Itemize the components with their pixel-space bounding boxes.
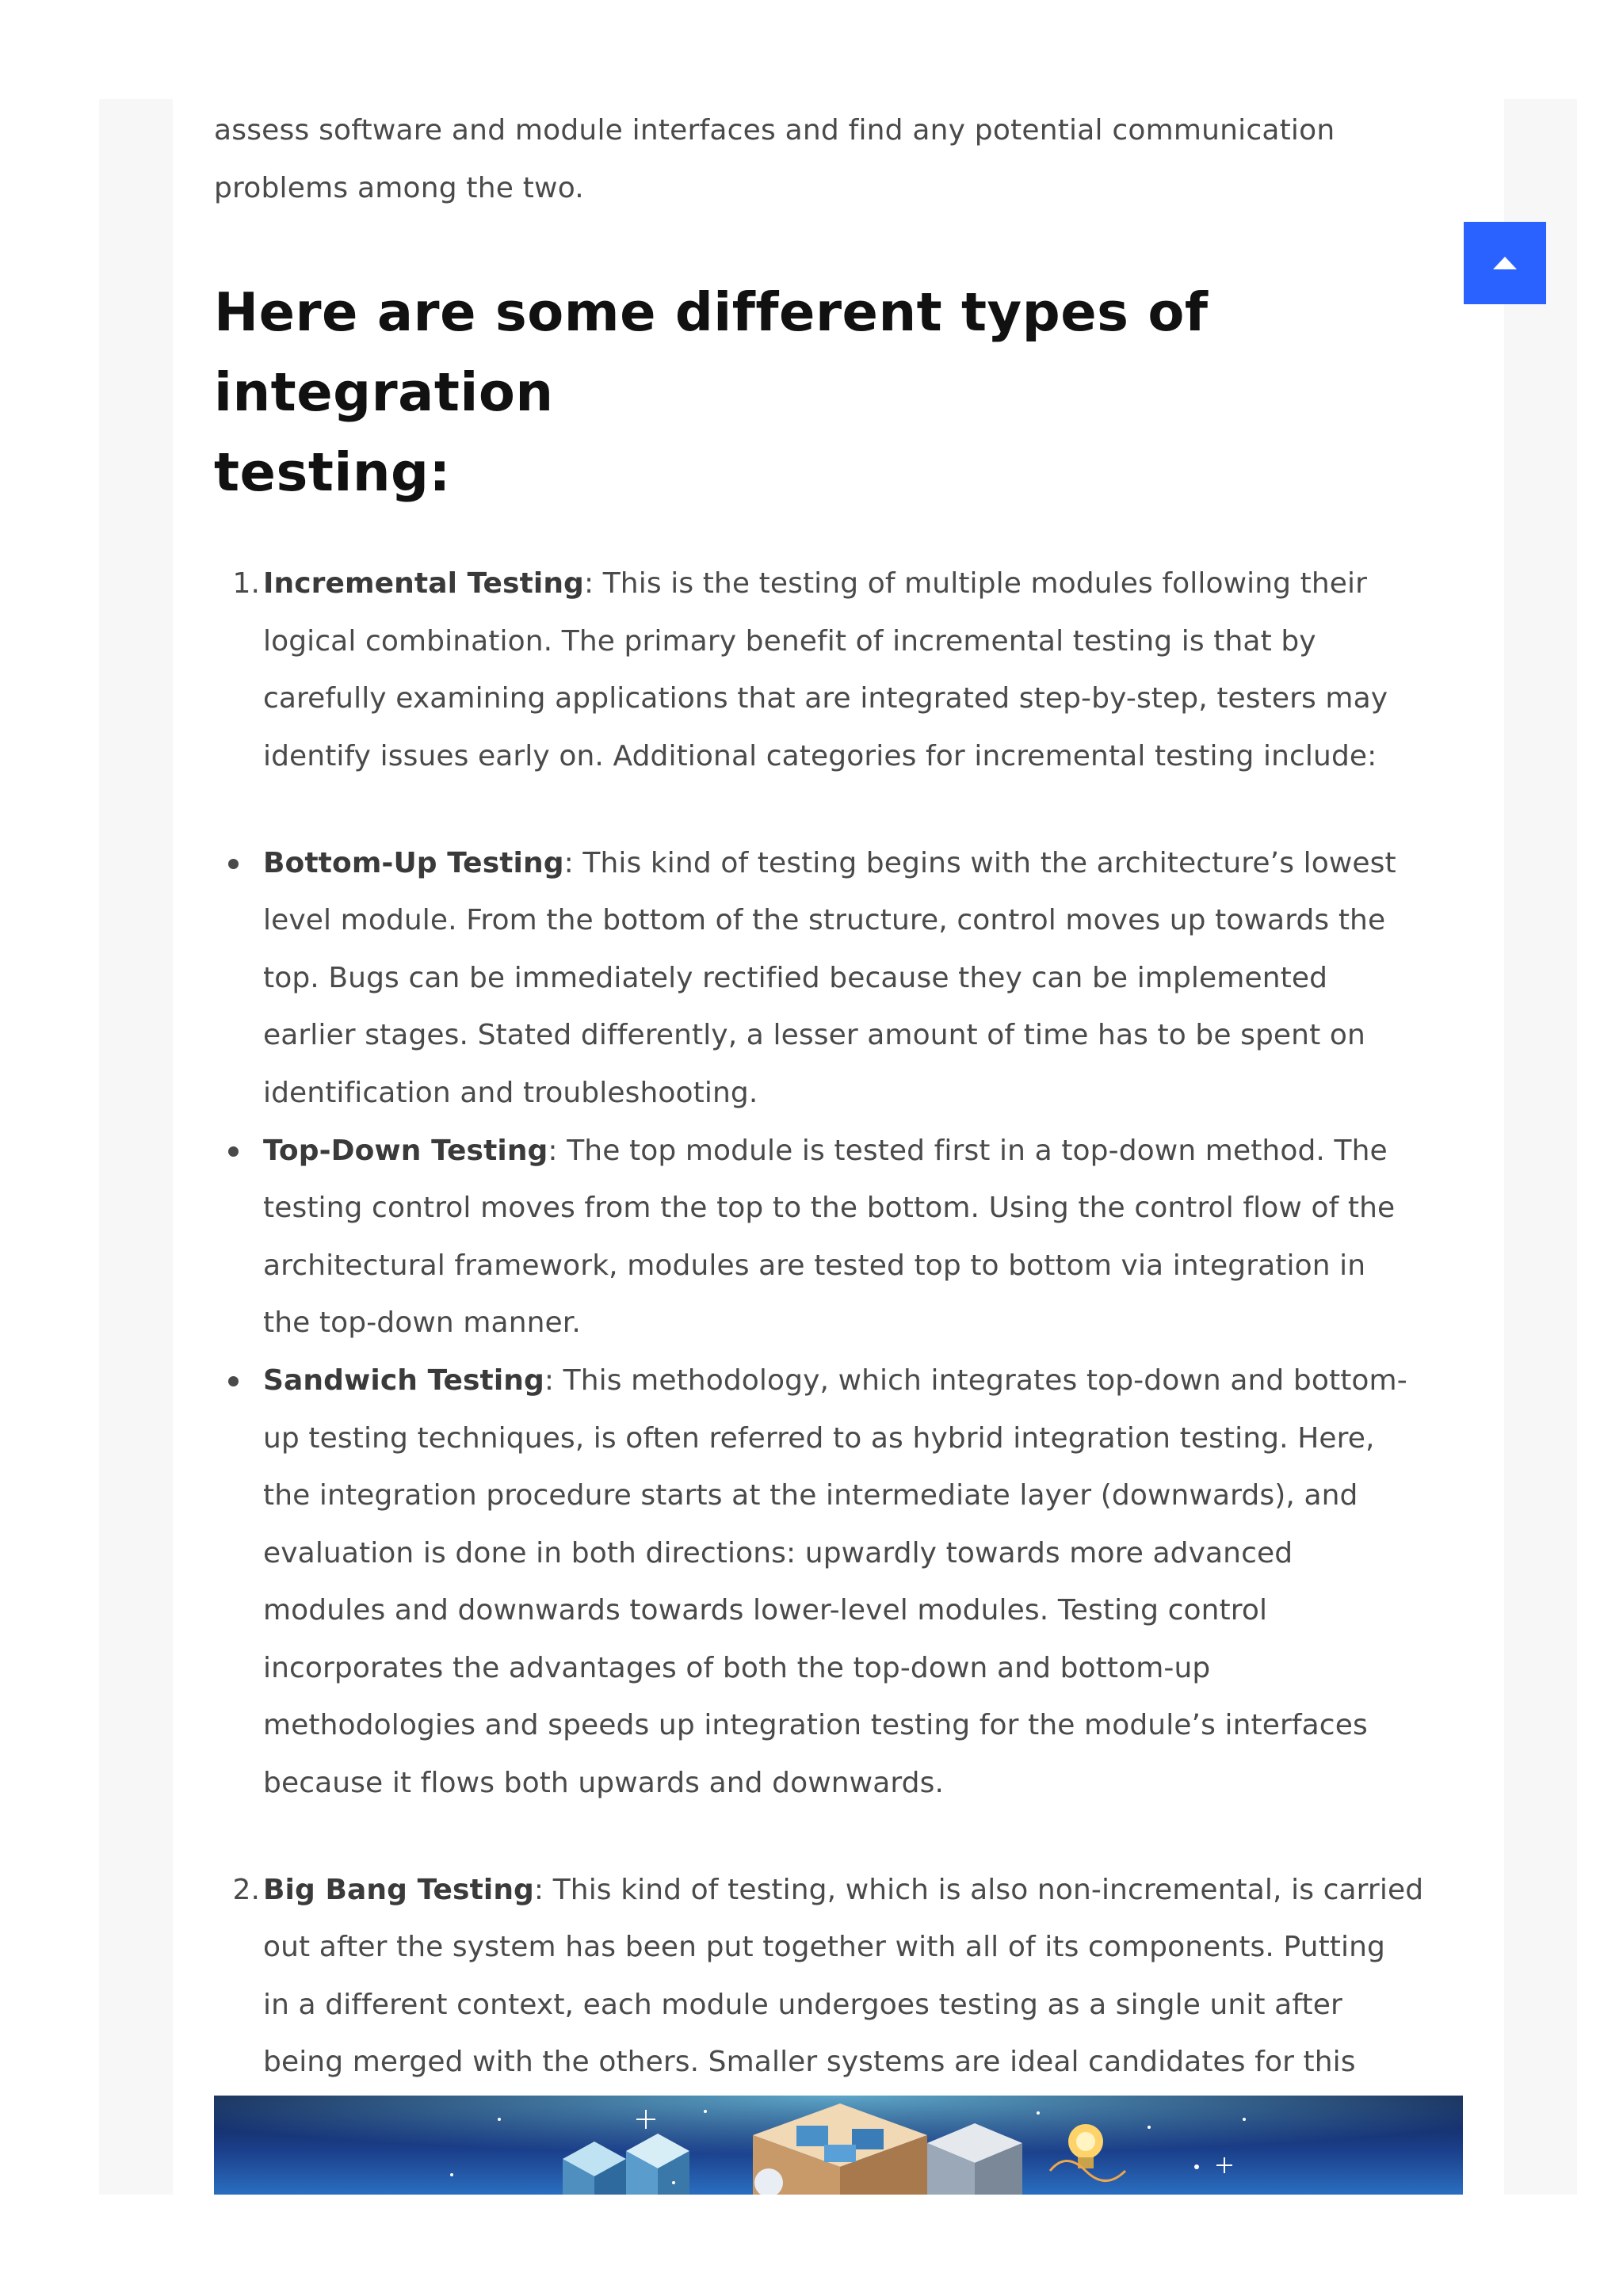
caret-up-icon [1491, 254, 1519, 272]
article-body [214, 99, 1474, 2149]
item-text: carefully examining applications that are integrated step-by-step, testers may [263, 682, 1388, 715]
intro-line: problems among the two. [214, 171, 584, 204]
heading-line: testing: [214, 441, 451, 504]
intro-paragraph [214, 99, 1474, 217]
item-text: in a different context, each module undergoes testing as a single unit after [263, 1988, 1342, 2021]
item-text: : This kind of testing, which is also non-incremental, is carried [533, 1873, 1424, 1906]
item-text: methodologies and speeds up integration testing for the module’s interfaces [263, 1709, 1368, 1742]
item-title: Sandwich Testing [263, 1363, 544, 1397]
item-text: modules and downwards towards lower-level modules. Testing control [263, 1594, 1268, 1627]
item-text: identify issues early on. Additional categories for incremental testing include: [263, 739, 1377, 772]
list-item-sandwich-testing [214, 1352, 1474, 1813]
item-text: : This kind of testing begins with the architecture’s lowest [563, 846, 1396, 879]
item-text: : This methodology, which integrates top-down and bottom- [544, 1363, 1407, 1397]
integration-types-list [214, 555, 1474, 2149]
item-title: Big Bang Testing [263, 1873, 534, 1906]
list-number: 2. [232, 1873, 260, 1906]
item-text: top. Bugs can be immediately rectified because they can be implemented [263, 961, 1328, 994]
item-text: earlier stages. Stated differently, a lesser amount of time has to be spent on [263, 1019, 1365, 1052]
article-hero-image [214, 2096, 1463, 2195]
item-title: Top-Down Testing [263, 1134, 548, 1167]
item-title: Bottom-Up Testing [263, 846, 564, 879]
list-item-bottom-up-testing [214, 835, 1474, 1123]
bullet-dot [228, 859, 239, 869]
item-text: testing control moves from the top to the bottom. Using the control flow of the [263, 1192, 1396, 1225]
item-text: level module. From the bottom of the structure, control moves up towards the [263, 904, 1386, 937]
item-text: up testing techniques, is often referred to as hybrid integration testing. Here, [263, 1421, 1375, 1455]
section-heading [214, 273, 1474, 513]
item-text: out after the system has been put together with all of its components. Putting [263, 1931, 1385, 1964]
item-text: because it flows both upwards and downwards. [263, 1767, 944, 1800]
item-text: identification and troubleshooting. [263, 1076, 758, 1109]
bullet-dot [228, 1376, 239, 1386]
item-title: Incremental Testing [263, 567, 584, 601]
item-text: logical combination. The primary benefit of incremental testing is that by [263, 624, 1316, 658]
intro-line: assess software and module interfaces and find any potential communication [214, 114, 1335, 147]
hero-illustration [214, 2096, 1463, 2195]
bullet-dot [228, 1146, 239, 1157]
article-content [173, 99, 1504, 2195]
back-to-top-button[interactable] [1464, 222, 1546, 304]
item-text: : The top module is tested first in a top-down method. The [548, 1134, 1388, 1167]
list-item-top-down-testing [214, 1123, 1474, 1352]
item-text: incorporates the advantages of both the top-down and bottom-up [263, 1651, 1211, 1684]
item-text: the integration procedure starts at the intermediate layer (downwards), and [263, 1479, 1358, 1512]
item-text: being merged with the others. Smaller systems are ideal candidates for this [263, 2046, 1356, 2079]
item-text: the top-down manner. [263, 1306, 581, 1340]
list-item-incremental-testing [214, 555, 1474, 785]
item-text: architectural framework, modules are tested top to bottom via integration in [263, 1249, 1366, 1282]
item-text: evaluation is done in both directions: upwardly towards more advanced [263, 1536, 1293, 1569]
item-text: : This is the testing of multiple modules following their [583, 567, 1368, 601]
heading-line: Here are some different types of integration [214, 281, 1209, 424]
list-number: 1. [232, 567, 260, 601]
